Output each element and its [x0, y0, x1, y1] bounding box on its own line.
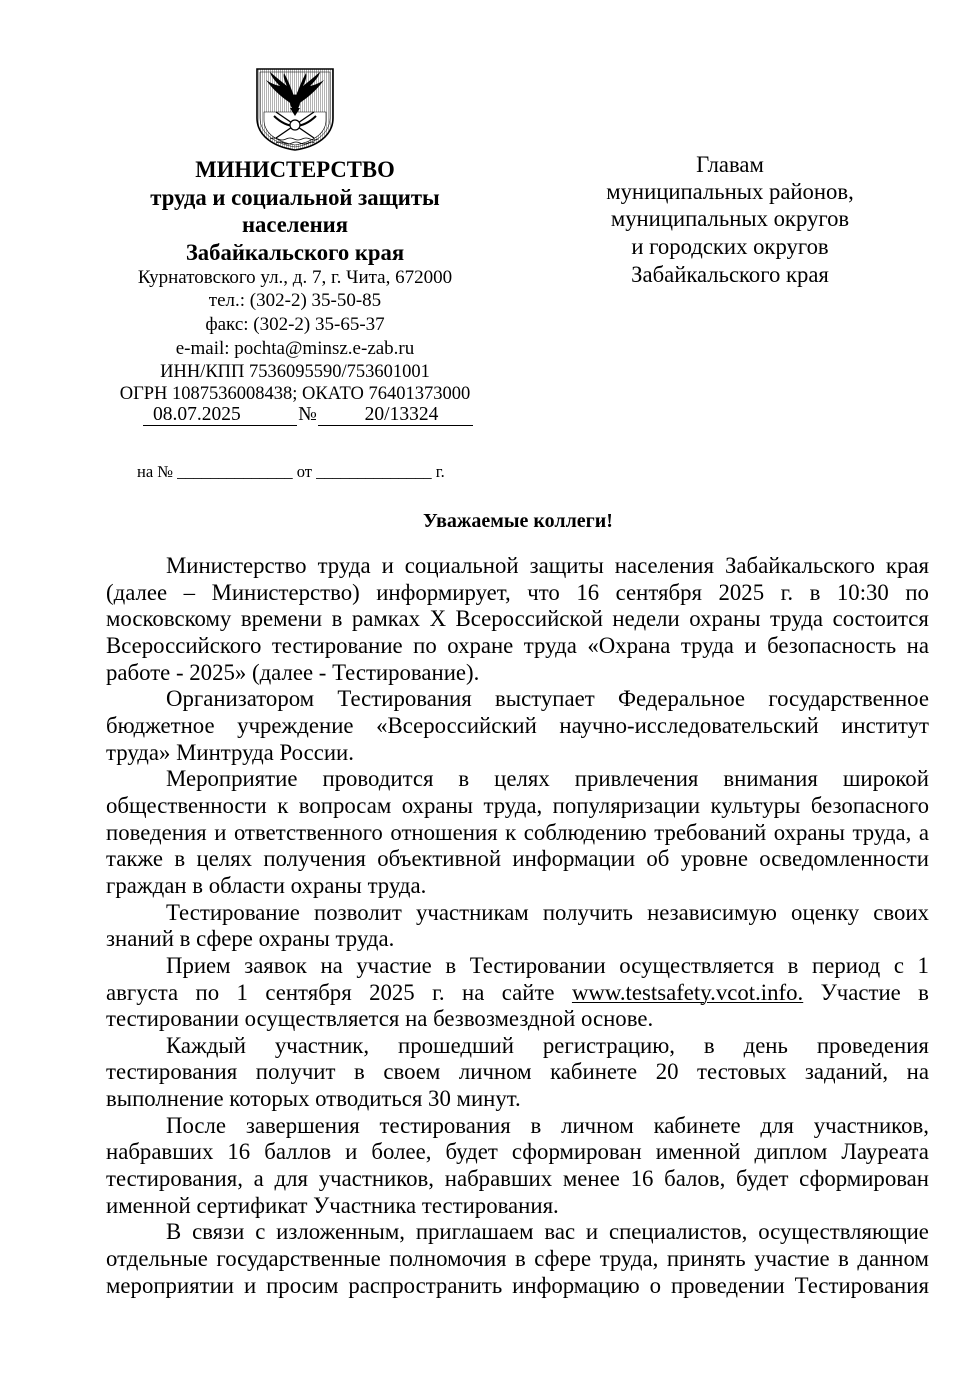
- body-word: августа: [106, 979, 179, 1005]
- body-word: заявок: [244, 952, 307, 978]
- org-ogrn-okato: ОГРН 1087536008438; ОКАТО 76401373000: [119, 384, 471, 404]
- body-word: охраны: [773, 819, 845, 845]
- body-word: в: [838, 1246, 849, 1272]
- body-word: соблюдению: [523, 819, 647, 845]
- org-name-line: труда и социальной защиты: [150, 185, 440, 210]
- body-word: сформирован: [511, 1139, 642, 1165]
- body-word: а: [253, 1166, 264, 1192]
- body-word: требований: [654, 819, 767, 845]
- body-word: день: [743, 1032, 788, 1058]
- body-line: [106, 553, 929, 580]
- body-line: [106, 1166, 929, 1193]
- body-word: Министерство): [211, 579, 360, 605]
- body-word: о: [649, 1272, 661, 1298]
- body-word: а: [918, 819, 929, 845]
- body-word: тестовых: [697, 1059, 787, 1085]
- body-line: [106, 1033, 929, 1060]
- body-word: тестирование: [271, 632, 403, 658]
- body-word: государственные: [216, 1246, 381, 1272]
- body-word: прошедший: [398, 1032, 514, 1058]
- body-word: участник,: [274, 1032, 370, 1058]
- body-word: Мероприятие: [166, 766, 298, 792]
- outgoing-reference: [143, 404, 473, 426]
- addressee-line: и городских округов: [631, 234, 829, 259]
- body-word: осуществляется: [619, 952, 775, 978]
- body-word: участие: [356, 952, 432, 978]
- body-word: бюджетное: [106, 712, 215, 738]
- body-word: проведения: [816, 1032, 929, 1058]
- body-word: по: [413, 632, 437, 658]
- body-word: вопросам: [298, 792, 392, 818]
- body-paragraph: [106, 686, 929, 766]
- body-word: Министерство: [166, 553, 307, 578]
- body-line: именной сертификат Участника тестирования.: [106, 1192, 559, 1218]
- body-word: независимую: [647, 899, 777, 925]
- body-word: г.: [432, 979, 445, 1005]
- body-word: распространить: [348, 1272, 503, 1298]
- body-word: 2025: [718, 579, 765, 605]
- body-word: данном: [857, 1246, 929, 1272]
- body-word: 1: [236, 979, 248, 1005]
- body-line: [106, 1113, 929, 1140]
- body-word: сайте: [501, 979, 555, 1005]
- body-word: рамках: [351, 606, 421, 632]
- body-word: позволит: [314, 899, 402, 925]
- body-word: участие: [754, 1246, 830, 1272]
- body-word: будет: [736, 1166, 789, 1192]
- body-word: населения: [614, 553, 714, 578]
- body-word: труда: [770, 606, 824, 632]
- body-word: набравших: [106, 1139, 214, 1165]
- body-word: баллов: [264, 1139, 332, 1165]
- body-word: личном: [561, 1112, 634, 1138]
- body-word: и: [243, 1272, 257, 1298]
- body-word: сформирован: [799, 1166, 929, 1192]
- body-word: поведения: [106, 819, 207, 845]
- body-word: Участие: [820, 979, 901, 1005]
- body-line: работе - 2025» (далее - Тестирование).: [106, 659, 480, 685]
- body-word: и: [585, 1219, 599, 1245]
- body-word: получить: [542, 899, 633, 925]
- body-word: в: [514, 1246, 526, 1272]
- body-word: участников,: [813, 1112, 929, 1138]
- body-word: что: [527, 579, 560, 605]
- body-word: на: [906, 1059, 929, 1085]
- body-word: «Всероссийский: [376, 712, 537, 738]
- body-word: в: [787, 952, 799, 978]
- body-line: [106, 686, 929, 713]
- salutation: Уважаемые коллеги!: [423, 510, 613, 532]
- body-word: об: [646, 846, 670, 872]
- body-line: [106, 1059, 929, 1086]
- body-line: [106, 606, 929, 633]
- body-word: информирует,: [376, 579, 511, 605]
- body-word: состоится: [832, 606, 929, 632]
- body-word: получения: [263, 846, 366, 872]
- body-word: охраны: [401, 792, 473, 818]
- body-word: отношения: [390, 819, 498, 845]
- org-name-line: Забайкальского края: [185, 240, 405, 265]
- body-word: в: [530, 1112, 542, 1138]
- body-word: X: [429, 606, 447, 632]
- org-inn-kpp: ИНН/КПП 7536095590/753601001: [160, 362, 430, 382]
- body-word: 16: [227, 1139, 251, 1165]
- body-word: в: [331, 606, 343, 632]
- body-word: участников,: [318, 1166, 434, 1192]
- addressee-line: Забайкальского края: [631, 262, 829, 287]
- body-line: [106, 846, 929, 873]
- body-word: труда,: [852, 819, 912, 845]
- outgoing-number: 20/13324: [318, 404, 473, 426]
- body-line: [106, 713, 929, 740]
- body-word: кабинете: [653, 1112, 741, 1138]
- body-word: (далее: [106, 579, 168, 605]
- body-word: –: [183, 579, 196, 605]
- body-word: также: [106, 846, 164, 872]
- body-word: уровне: [680, 846, 748, 872]
- body-word: Всероссийской: [455, 606, 603, 632]
- body-word: в: [458, 766, 470, 792]
- body-word: будет: [445, 1139, 498, 1165]
- body-word: осведомленности: [759, 846, 929, 872]
- body-word: труда: [317, 553, 371, 578]
- body-word: принять: [666, 1246, 746, 1272]
- body-word: Прием: [166, 952, 231, 978]
- body-paragraph: [106, 1113, 929, 1220]
- website-link[interactable]: www.testsafety.vcot.info.: [571, 979, 804, 1005]
- body-word: труда: [523, 632, 577, 658]
- body-word: учреждение: [237, 712, 354, 738]
- body-word: 20: [655, 1059, 679, 1085]
- body-word: с: [255, 1219, 266, 1245]
- body-word: по: [905, 579, 929, 605]
- body-word: отдельные: [106, 1246, 208, 1272]
- body-word: тестирования: [106, 1059, 238, 1085]
- body-word: приглашаем: [415, 1219, 534, 1245]
- body-word: государственное: [768, 686, 929, 712]
- body-word: защиты: [529, 553, 604, 578]
- body-word: охране: [447, 632, 514, 658]
- body-word: научно-исследовательский: [559, 712, 819, 738]
- body-word: изложенным,: [276, 1219, 405, 1245]
- body-word: менее: [562, 1166, 620, 1192]
- body-word: мероприятии: [106, 1272, 234, 1298]
- body-word: участникам: [416, 899, 529, 925]
- body-word: 16: [630, 1166, 654, 1192]
- body-line: выполнение которых отводиться 30 минут.: [106, 1086, 521, 1112]
- body-paragraph: [106, 953, 929, 1033]
- body-word: более,: [371, 1139, 432, 1165]
- body-line: граждан в области охраны труда.: [106, 872, 427, 898]
- body-word: проведении: [670, 1272, 785, 1298]
- body-word: Тестирование: [166, 899, 300, 925]
- body-word: целях: [196, 846, 253, 872]
- body-word: Организатором: [166, 686, 315, 712]
- body-line: тестировании осуществляется на безвозмездной основе.: [106, 1006, 654, 1032]
- body-word: социальной: [404, 553, 519, 578]
- body-word: с: [893, 952, 904, 978]
- body-word: Лауреата: [841, 1139, 929, 1165]
- body-word: в: [703, 1032, 715, 1058]
- body-word: Тестирования: [337, 686, 472, 712]
- body-word: к: [277, 792, 289, 818]
- number-sign: №: [298, 404, 317, 425]
- body-word: проводится: [322, 766, 434, 792]
- body-line: [106, 580, 929, 607]
- body-word: Федеральное: [617, 686, 746, 712]
- body-word: в: [445, 952, 457, 978]
- body-word: связи: [192, 1219, 245, 1245]
- body-word: целях: [494, 766, 550, 792]
- body-word: кабинете: [550, 1059, 638, 1085]
- body-word: на: [320, 952, 343, 978]
- body-line: [106, 1273, 929, 1300]
- body-word: полномочия: [389, 1246, 507, 1272]
- letter-body: [106, 553, 929, 1299]
- body-word: охраны: [689, 606, 761, 632]
- body-paragraph: [106, 553, 929, 686]
- body-word: и: [345, 1139, 358, 1165]
- body-word: просим: [266, 1272, 339, 1298]
- body-word: общественности: [106, 792, 267, 818]
- body-line: [106, 793, 929, 820]
- body-line: [106, 1246, 929, 1273]
- body-word: для: [274, 1166, 308, 1192]
- body-word: сфере: [534, 1246, 592, 1272]
- body-word: вас: [544, 1219, 576, 1245]
- body-word: безопасного: [810, 792, 929, 818]
- org-email: e-mail: pochta@minsz.e-zab.ru: [175, 338, 415, 359]
- body-word: в: [918, 979, 929, 1005]
- org-name-line: МИНИСТЕРСТВО: [195, 157, 395, 182]
- body-word: труда,: [599, 1246, 659, 1272]
- body-word: именной: [655, 1139, 741, 1165]
- body-word: и: [381, 553, 394, 578]
- body-word: своих: [873, 899, 929, 925]
- body-paragraph: [106, 1219, 929, 1299]
- body-word: Тестирования: [794, 1272, 929, 1298]
- body-word: на: [906, 632, 929, 658]
- body-word: культуры: [710, 792, 801, 818]
- body-paragraph: [106, 1033, 929, 1113]
- body-word: г.: [780, 579, 794, 605]
- body-word: и: [214, 819, 227, 845]
- body-line: [106, 900, 929, 927]
- body-paragraph: [106, 766, 929, 899]
- body-word: в: [174, 846, 186, 872]
- body-word: сентября: [265, 979, 352, 1005]
- body-word: оценку: [791, 899, 860, 925]
- addressee-line: Главам: [696, 152, 764, 177]
- body-word: осуществляющие: [758, 1219, 929, 1245]
- body-line: [106, 1219, 929, 1246]
- body-word: края: [885, 553, 929, 578]
- body-word: ответственного: [233, 819, 383, 845]
- body-word: своем: [383, 1059, 441, 1085]
- org-address: Курнатовского ул., д. 7, г. Чита, 672000: [137, 267, 453, 288]
- body-word: информации: [512, 846, 636, 872]
- body-word: личном: [458, 1059, 532, 1085]
- body-word: 1: [917, 952, 929, 978]
- body-word: к: [505, 819, 517, 845]
- body-line: [106, 766, 929, 793]
- org-phone: тел.: (302-2) 35-50-85: [208, 290, 382, 311]
- body-word: Каждый: [166, 1032, 246, 1058]
- body-word: диплом: [754, 1139, 828, 1165]
- body-word: 10:30: [836, 579, 889, 605]
- body-word: труда: [680, 632, 734, 658]
- body-line: [106, 980, 929, 1007]
- body-word: балов,: [664, 1166, 726, 1192]
- body-word: в: [809, 579, 821, 605]
- body-word: Тестировании: [469, 952, 606, 978]
- body-word: тестирования,: [106, 1166, 243, 1192]
- body-word: 16: [576, 579, 600, 605]
- body-word: получит: [255, 1059, 336, 1085]
- body-word: информацию: [512, 1272, 640, 1298]
- coat-of-arms-icon: [254, 66, 336, 152]
- body-word: для: [760, 1112, 794, 1138]
- body-word: Забайкальского: [725, 553, 875, 578]
- body-line: знаний в сфере охраны труда.: [106, 926, 395, 952]
- body-paragraph: [106, 900, 929, 953]
- body-word: Всероссийского: [106, 632, 262, 658]
- body-line: труда» Минтруда России.: [106, 739, 354, 765]
- body-word: внимания: [723, 766, 818, 792]
- body-word: специалистов,: [608, 1219, 748, 1245]
- body-word: выступает: [495, 686, 595, 712]
- body-line: [106, 633, 929, 660]
- body-word: период: [812, 952, 881, 978]
- body-word: в: [354, 1059, 365, 1085]
- body-word: регистрацию,: [542, 1032, 675, 1058]
- body-word: по: [195, 979, 220, 1005]
- body-word: времени: [240, 606, 323, 632]
- body-word: московскому: [106, 606, 232, 632]
- incoming-reference-line: на № ______________ от ______________ г.: [137, 462, 445, 481]
- org-name-line: населения: [241, 212, 349, 237]
- body-word: «Охрана: [587, 632, 671, 658]
- body-word: недели: [612, 606, 680, 632]
- body-word: набравших: [444, 1166, 553, 1192]
- org-fax: факс: (302-2) 35-65-37: [205, 314, 385, 335]
- body-word: тестирования: [379, 1112, 511, 1138]
- addressee-line: муниципальных районов,: [606, 179, 854, 204]
- body-word: заданий,: [804, 1059, 889, 1085]
- addressee-line: муниципальных округов: [610, 206, 850, 231]
- body-word: институт: [841, 712, 929, 738]
- body-line: [106, 1139, 929, 1166]
- body-word: популяризации: [552, 792, 701, 818]
- body-word: 2025: [369, 979, 415, 1005]
- body-word: на: [462, 979, 485, 1005]
- body-line: [106, 953, 929, 980]
- body-word: завершения: [245, 1112, 360, 1138]
- body-word: После: [166, 1112, 227, 1138]
- body-word: широкой: [842, 766, 929, 792]
- body-word: безопасность: [767, 632, 897, 658]
- body-word: привлечения: [574, 766, 699, 792]
- body-word: и: [744, 632, 757, 658]
- body-word: сентября: [615, 579, 702, 605]
- outgoing-date: 08.07.2025: [143, 404, 297, 426]
- body-word: объективной: [377, 846, 502, 872]
- body-line: [106, 820, 929, 847]
- body-word: труда,: [483, 792, 543, 818]
- body-word: В: [166, 1219, 182, 1245]
